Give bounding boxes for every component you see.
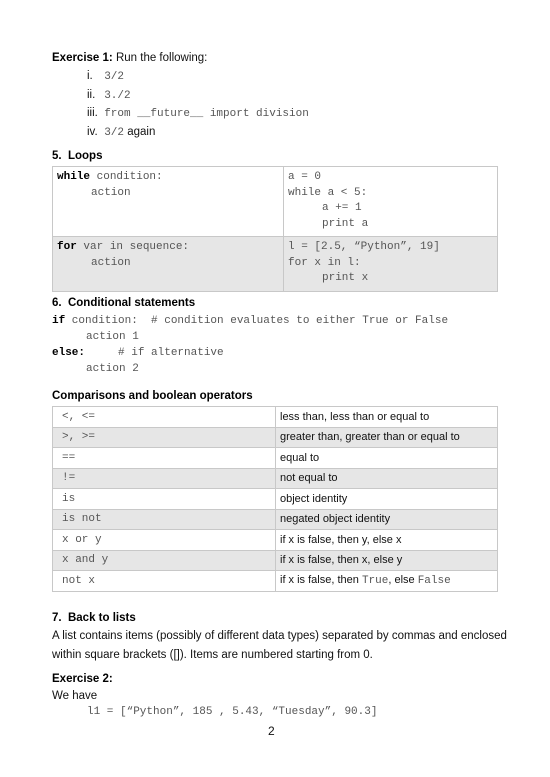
conditional-code: if condition: # condition evaluates to either True or False action 1 else: # if alternative action 2 [52, 315, 449, 375]
table-row: != not equal to [53, 468, 498, 489]
table-row: x and y if x is false, then x, else y [53, 550, 498, 571]
table-cell: for var in sequence: action [53, 237, 284, 292]
exercise2-code: l1 = [“Python”, 185 , 5.43, “Tuesday”, 90.3] [87, 706, 378, 718]
list-item: iv. 3/2 again [87, 125, 156, 139]
lists-paragraph: A list contains items (possibly of different data types) separated by commas and enclosed within square brackets ([]). Items are numbered starting from 0. [52, 630, 507, 661]
table-row: <, <= less than, less than or equal to [53, 407, 498, 428]
comparisons-table [52, 406, 498, 592]
list-item: iii. from __future__ import division [87, 107, 309, 120]
table-row: is object identity [53, 489, 498, 510]
table-row: == equal to [53, 448, 498, 469]
list-item: ii. 3./2 [87, 88, 131, 102]
table-row: not x if x is false, then True, else False [53, 571, 498, 592]
exercise2-heading: Exercise 2: [52, 673, 113, 685]
loops-heading: 5. Loops [52, 150, 103, 162]
table-row [53, 237, 498, 292]
table-row [53, 167, 498, 237]
exercise1-list [87, 68, 309, 142]
lists-heading: 7. Back to lists [52, 612, 136, 624]
conditional-heading: 6. Conditional statements [52, 297, 196, 309]
table-cell: l = [2.5, “Python”, 19] for x in l: print x [284, 237, 498, 292]
exercise1-heading: Exercise 1: [52, 52, 113, 64]
table-row: x or y if x is false, then y, else x [53, 530, 498, 551]
table-row: >, >= greater than, greater than or equal to [53, 427, 498, 448]
table-cell: while condition: action [53, 167, 284, 237]
exercise1-title [52, 52, 207, 64]
table-row: is not negated object identity [53, 509, 498, 530]
exercise1-intro: Run the following: [115, 52, 208, 64]
loops-table [52, 166, 498, 292]
table-cell: a = 0 while a < 5: a += 1 print a [284, 167, 498, 237]
exercise2-intro: We have [52, 690, 98, 702]
list-item: i. 3/2 [87, 70, 125, 83]
comparisons-heading: Comparisons and boolean operators [52, 390, 253, 402]
page-number: 2 [268, 724, 275, 738]
